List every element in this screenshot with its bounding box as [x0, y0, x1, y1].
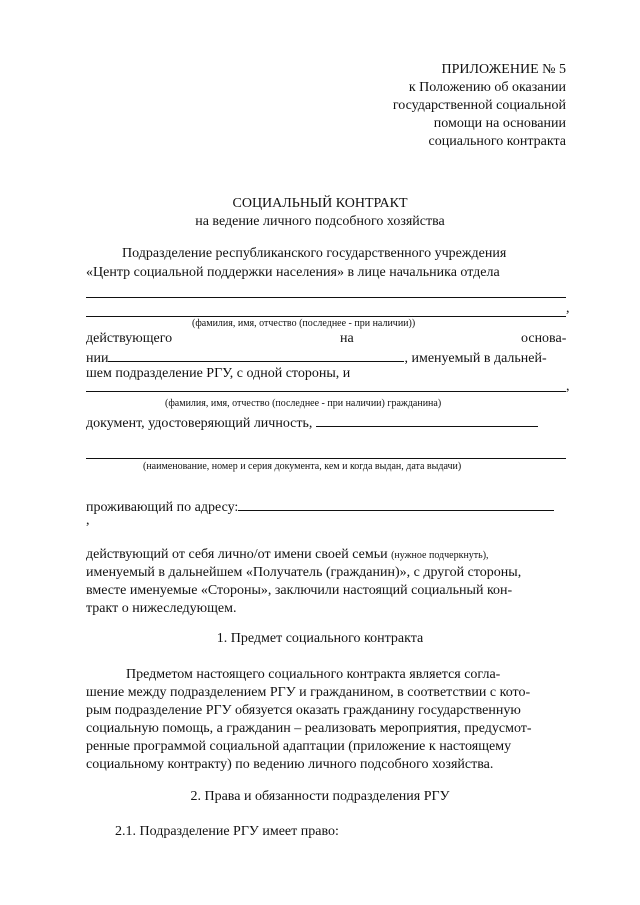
intro-line-2: «Центр социальной поддержки населения» в лице начальника отдела: [86, 265, 500, 280]
section-1-line-2: шение между подразделением РГУ и гражданином, в соответствии с кото-: [86, 685, 531, 700]
caption-fio: (фамилия, имя, отчество (последнее - при наличии)): [192, 318, 416, 329]
section-1-line-5: ренные программой социальной адаптации (приложение к настоящему: [86, 739, 512, 754]
section-1-line-4: социальную помощь, а гражданин – реализовать мероприятия, предусмот-: [86, 721, 532, 736]
caption-document: (наименование, номер и серия документа, кем и когда выдан, дата выдачи): [143, 461, 462, 472]
intro-line-1: Подразделение республиканского государственного учреждения: [122, 246, 507, 261]
annex-line-4: социального контракта: [428, 134, 566, 149]
concluded-line: тракт о нижеследующем.: [86, 601, 237, 616]
contract-title: СОЦИАЛЬНЫЙ КОНТРАКТ: [232, 196, 408, 211]
document-blank[interactable]: [316, 412, 538, 427]
section-1-heading: 1. Предмет социального контракта: [216, 631, 424, 646]
section-2-heading: 2. Права и обязанности подразделения РГУ: [190, 789, 450, 804]
contract-subtitle: на ведение личного подсобного хозяйства: [195, 214, 445, 229]
acting-self-line: [86, 546, 489, 564]
section-2-item-2-1: 2.1. Подразделение РГУ имеет право:: [115, 824, 339, 839]
fio-blank-line-1[interactable]: [86, 297, 566, 298]
acting-word-2: на: [340, 331, 354, 346]
underline-note: (нужное подчеркнуть),: [391, 550, 489, 561]
annex-line-1: к Положению об оказании: [408, 80, 566, 95]
citizen-comma: ,: [566, 379, 570, 394]
citizen-blank-line[interactable]: [86, 391, 566, 392]
acting-word-3: основа-: [521, 331, 567, 346]
document-blank-line-2[interactable]: [86, 458, 566, 459]
acting-word-1: действующего: [86, 331, 173, 346]
document-label: документ, удостоверяющий личность,: [86, 416, 313, 431]
fio-blank-line-2[interactable]: [86, 316, 566, 317]
acting-self: действующий от себя лично/от имени своей семьи: [86, 547, 388, 562]
section-1-line-1: Предметом настоящего социального контракта является согла-: [126, 667, 501, 682]
basis-blank[interactable]: [108, 347, 404, 362]
address-comma: ,: [86, 513, 90, 528]
annex-line-3: помощи на основании: [433, 116, 566, 131]
fio-comma: ,: [566, 301, 570, 316]
basis-end: , именуемый в дальней-: [404, 351, 547, 366]
basis-start: нии: [86, 351, 109, 366]
named-citizen-line: именуемый в дальнейшем «Получатель (гражданин)», с другой стороны,: [86, 565, 522, 580]
named-line: шем подразделение РГУ, с одной стороны, и: [86, 366, 351, 381]
annex-number: ПРИЛОЖЕНИЕ № 5: [441, 62, 566, 77]
section-1-line-6: социальному контракту) по ведению личного подсобного хозяйства.: [86, 757, 494, 772]
section-1-line-3: рым подразделение РГУ обязуется оказать гражданину государственную: [86, 703, 521, 718]
together-line: вместе именуемые «Стороны», заключили настоящий социальный кон-: [86, 583, 513, 598]
address-line: [86, 496, 554, 517]
address-blank[interactable]: [238, 496, 554, 511]
annex-line-2: государственной социальной: [392, 98, 566, 113]
document-line: [86, 412, 538, 433]
caption-citizen: (фамилия, имя, отчество (последнее - при наличии) гражданина): [165, 398, 442, 409]
address-label: проживающий по адресу:: [86, 500, 239, 515]
